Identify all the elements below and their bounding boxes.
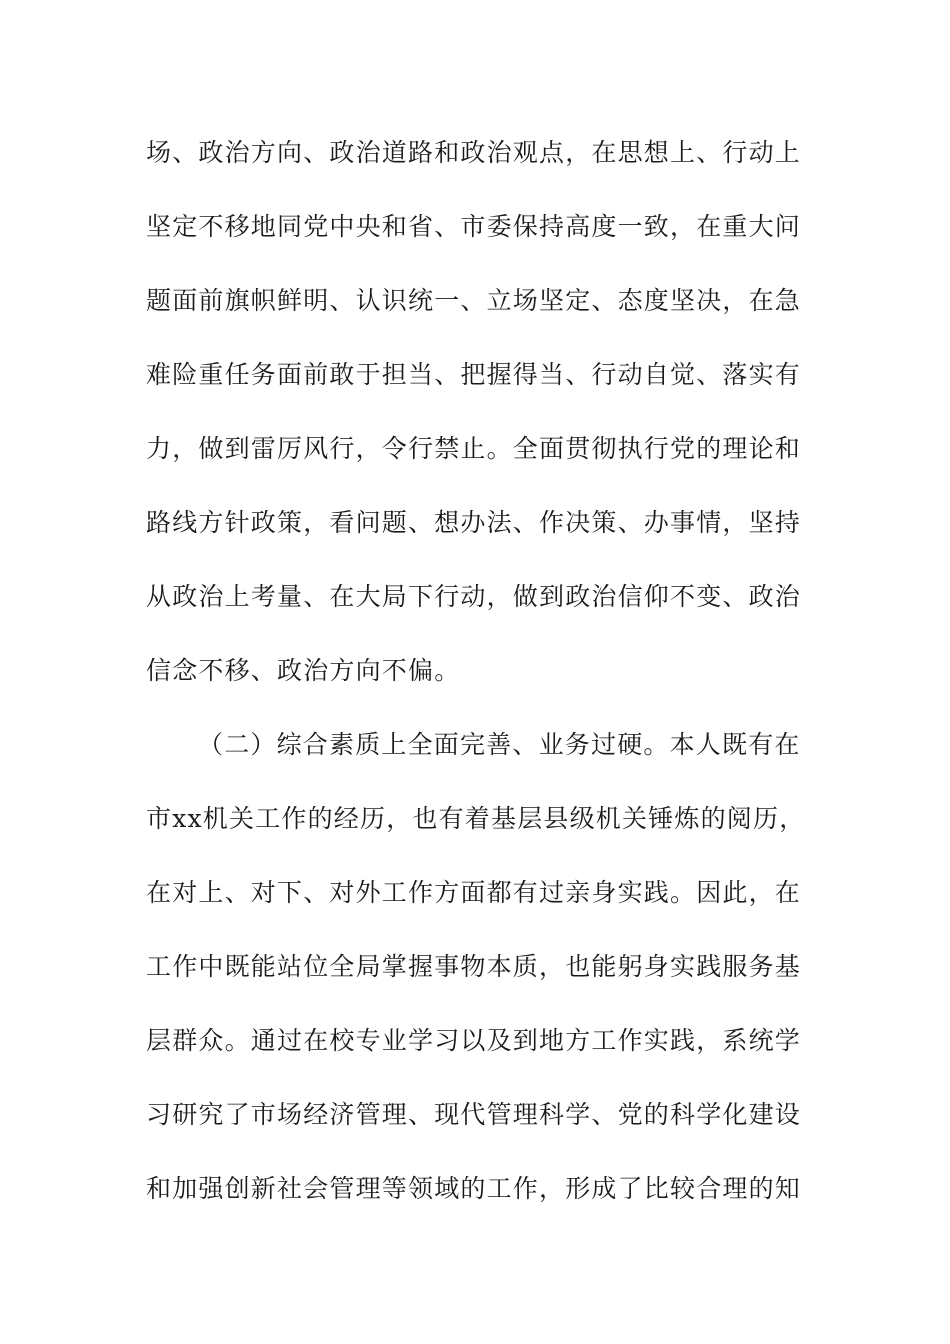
text-line-14: 习研究了市场经济管理、现代管理科学、党的科学化建设 (146, 1100, 802, 1129)
text-line-10: 市xx机关工作的经历，也有着基层县级机关锤炼的阅历， (146, 804, 806, 833)
text-line-6: 路线方针政策，看问题、想办法、作决策、办事情，坚持 (146, 508, 802, 537)
text-line-12: 工作中既能站位全局掌握事物本质，也能躬身实践服务基 (146, 952, 802, 981)
text-line-15: 和加强创新社会管理等领域的工作，形成了比较合理的知 (146, 1174, 802, 1203)
text-line-3: 题面前旗帜鲜明、认识统一、立场坚定、态度坚决，在急 (146, 286, 802, 315)
text-line-7: 从政治上考量、在大局下行动，做到政治信仰不变、政治 (146, 582, 802, 611)
document-body (146, 128, 806, 1238)
text-line-13: 层群众。通过在校专业学习以及到地方工作实践，系统学 (146, 1026, 802, 1055)
text-line-8: 信念不移、政治方向不偏。 (146, 656, 461, 685)
text-line-11: 在对上、对下、对外工作方面都有过亲身实践。因此，在 (146, 878, 802, 907)
text-line-5: 力，做到雷厉风行，令行禁止。全面贯彻执行党的理论和 (146, 434, 802, 463)
text-line-1: 场、政治方向、政治道路和政治观点，在思想上、行动上 (146, 138, 802, 167)
text-line-4: 难险重任务面前敢于担当、把握得当、行动自觉、落实有 (146, 360, 802, 389)
section-heading-line: （二）综合素质上全面完善、业务过硬。本人既有在 (198, 730, 801, 759)
text-line-2: 坚定不移地同党中央和省、市委保持高度一致，在重大问 (146, 212, 802, 241)
